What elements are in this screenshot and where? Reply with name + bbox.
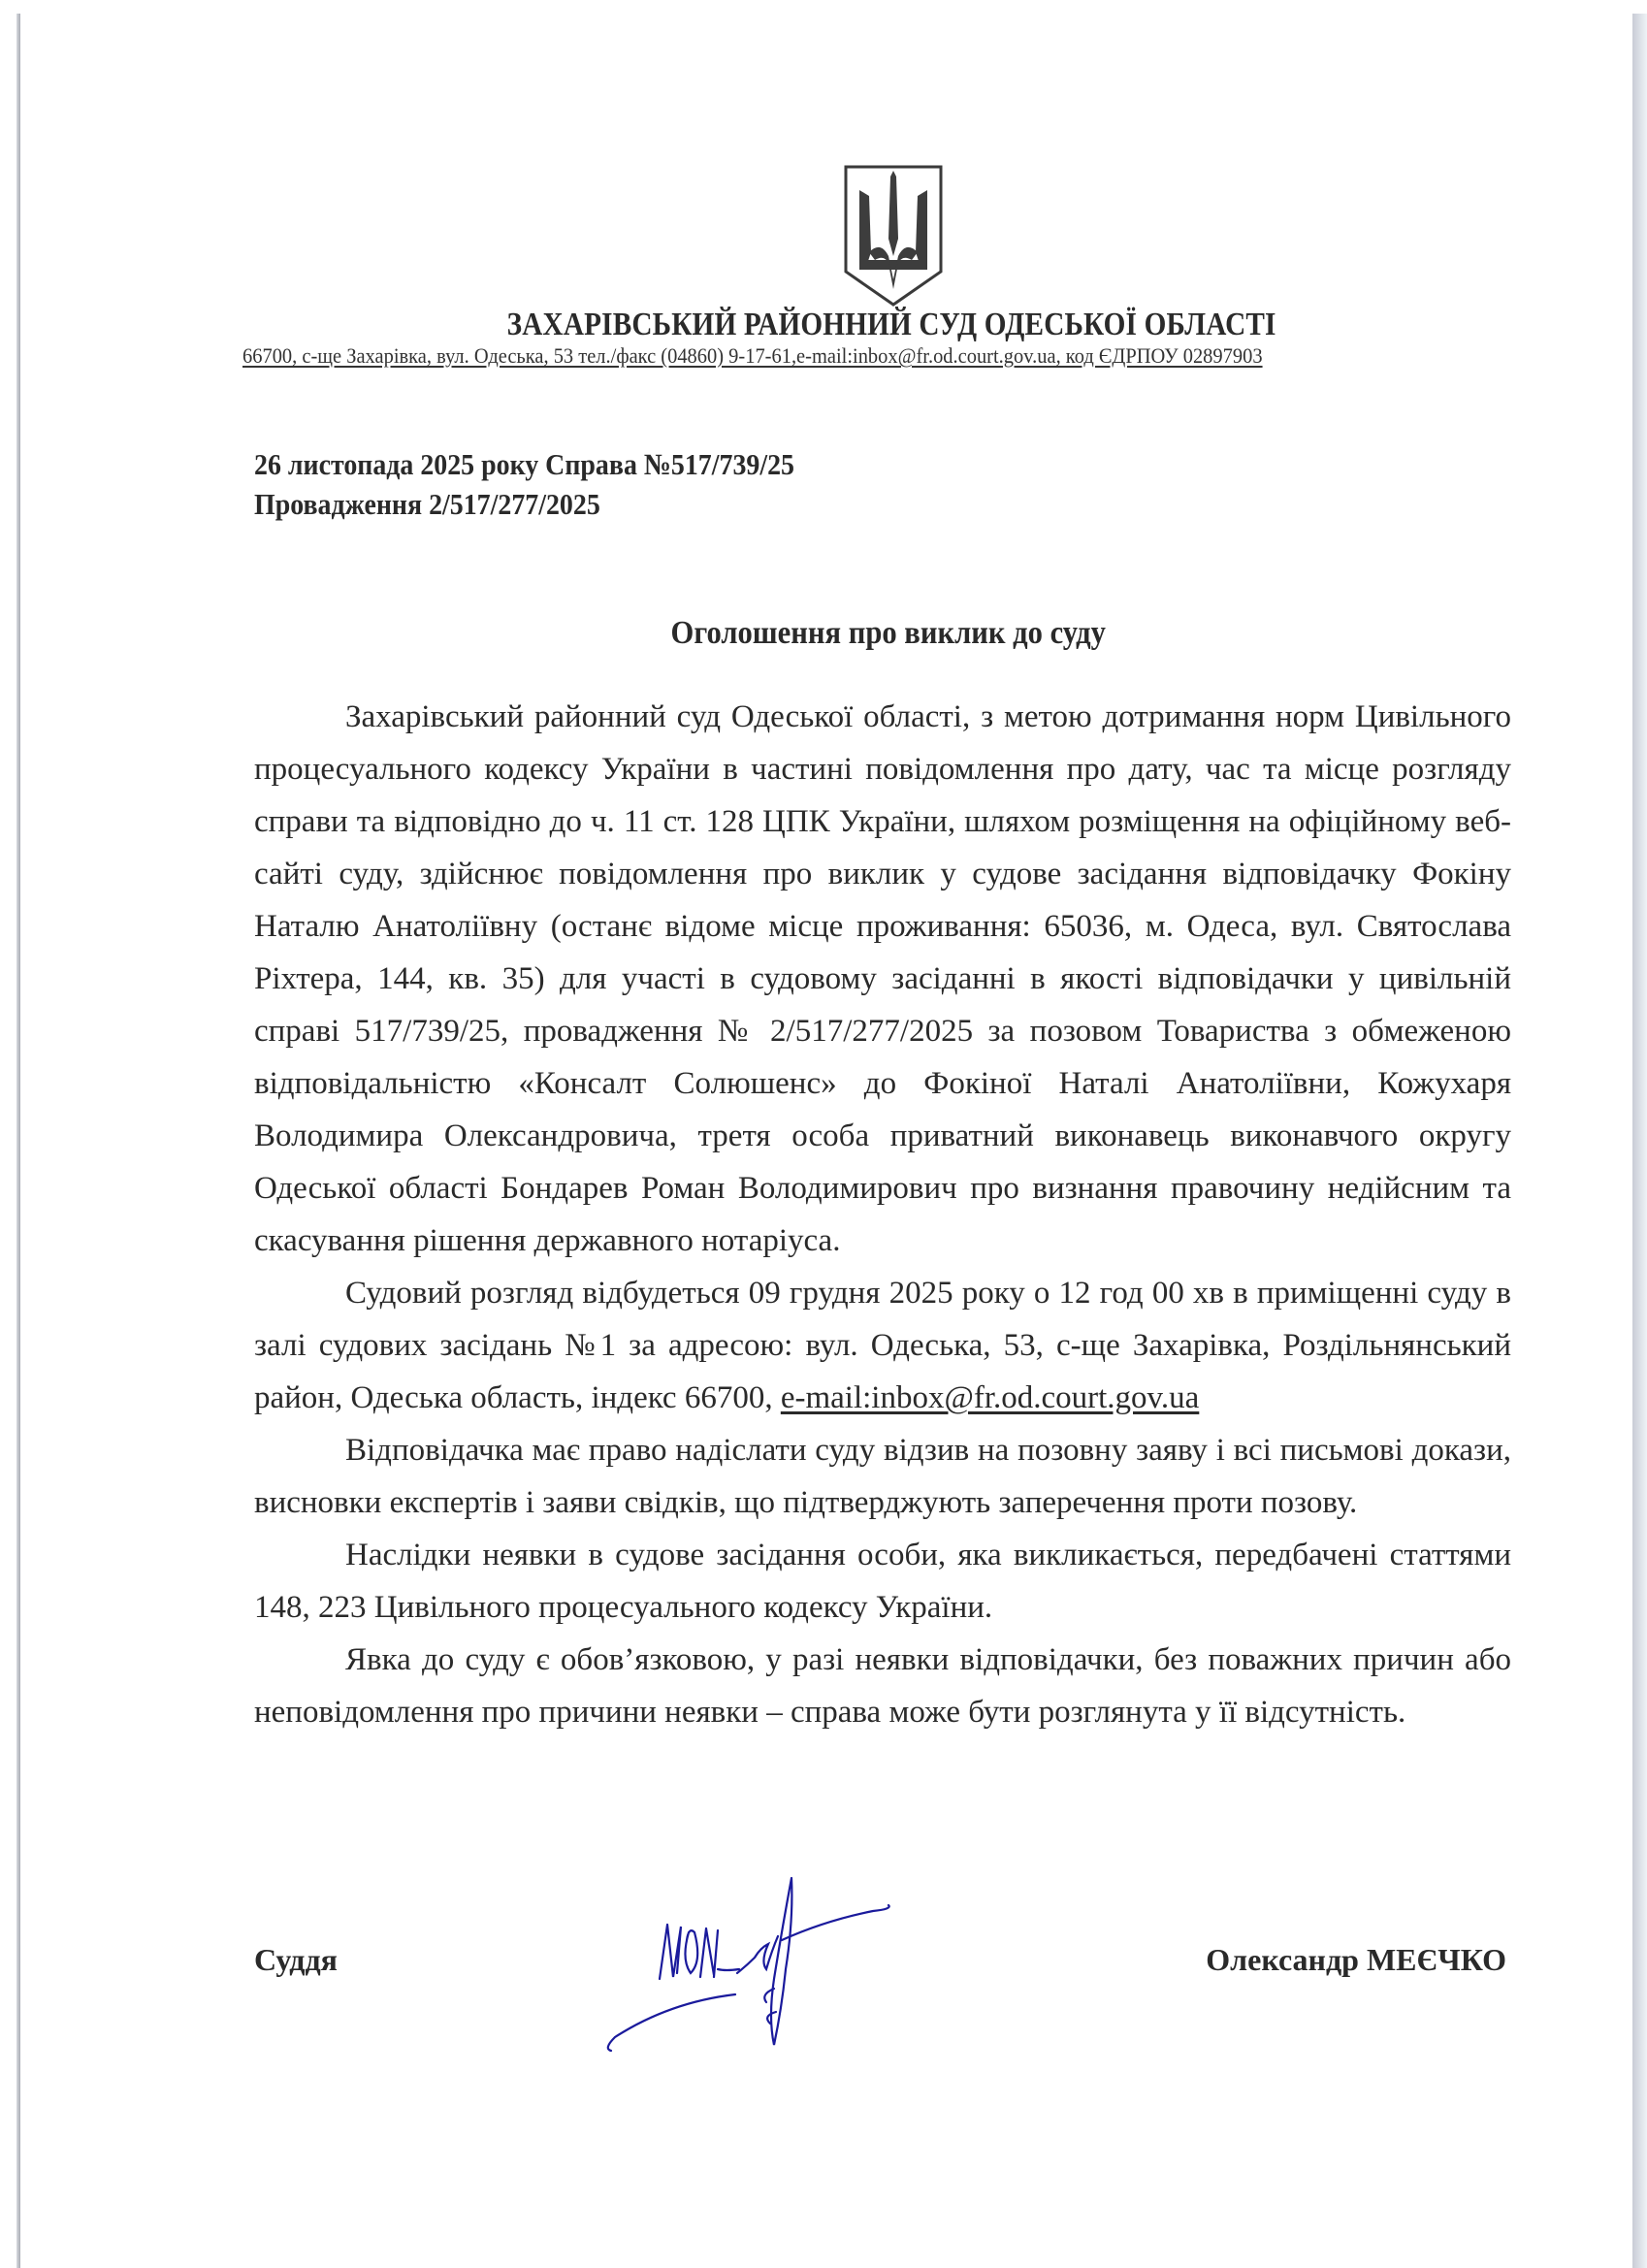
court-address-line: 66700, с-ще Захарівка, вул. Одеська, 53 тел./факс (04860) 9-17-61,e-mail:inbox@fr.od.court.gov.ua, код ЄДРПОУ 02897903: [242, 343, 1263, 368]
document-title-text: Оголошення про виклик до суду: [670, 615, 1106, 651]
handwritten-signature-icon: [553, 1872, 980, 2057]
court-name-heading: [125, 307, 1541, 343]
paragraph-consequences: Наслідки неявки в судове засідання особи, яка викликається, передбачені статтями 148, 223 Цивільного процесуального кодексу України.: [254, 1538, 1511, 1625]
document-body: [254, 691, 1511, 1738]
court-email-link[interactable]: e-mail:inbox@fr.od.court.gov.ua: [780, 1380, 1200, 1415]
court-name-text: ЗАХАРІВСЬКИЙ РАЙОННИЙ СУД ОДЕСЬКОЇ ОБЛАСТІ: [506, 307, 1276, 342]
case-meta: [254, 444, 794, 524]
date-case-number: 26 листопада 2025 року Справа №517/739/25: [254, 447, 795, 481]
paragraph-rights: Відповідачка має право надіслати суду відзив на позовну заяву і всі письмові докази, висновки експертів і заяви свідків, що підтверджують заперечення проти позову.: [254, 1433, 1511, 1520]
paragraph-hearing: [254, 1267, 1511, 1424]
paragraph-summons: Захарівський районний суд Одеської області, з метою дотримання норм Цивільного процесуального кодексу України в частині повідомлення про дату, час та місце розгляду справи та відповідно до ч. 11 ст. 128 ЦПК України, шляхом розміщення на офіційному веб-сайті суду, здійснює повідомлення про виклик у судове засідання відповідачку Фокіну Наталю Анатоліївну (останє відоме місце проживання: 65036, м. Одеса, вул. Святослава Ріхтера, 144, кв. 35) для участі в судовому засіданні в якості відповідачки у цивільній справі 517/739/25, провадження № 2/517/277/2025 за позовом Товариства з обмеженою відповідальністю «Консалт Солюшенс» до Фокіної Наталі Анатоліївни, Кожухаря Володимира Олександровича, третя особа приватний виконавець виконавчого округу Одеської області Бондарев Роман Володимирович про визнання правочину недійсним та скасування рішення державного нотаріуса.: [254, 699, 1511, 1258]
proceeding-number: Провадження 2/517/277/2025: [254, 487, 600, 521]
document-title: [0, 615, 1647, 652]
hearing-text: Судовий розгляд відбудеться 09 грудня 2025 року о 12 год 00 хв в приміщенні суду в залі судових засідань №1 за адресою: вул. Одеська, 53, с-ще Захарівка, Роздільнянський район, Одеська область, індекс 66700,: [254, 1276, 1511, 1415]
judge-role-label: Суддя: [254, 1942, 338, 1977]
judge-name: Олександр МЕЄЧКО: [1206, 1942, 1506, 1977]
signature-block: [0, 1901, 1647, 2095]
trident-coat-of-arms-icon: [840, 163, 947, 308]
paragraph-attendance: Явка до суду є обов’язковою, у разі неявки відповідачки, без поважних причин або неповідомлення про причини неявки – справа може бути розглянута у її відсутність.: [254, 1642, 1511, 1730]
